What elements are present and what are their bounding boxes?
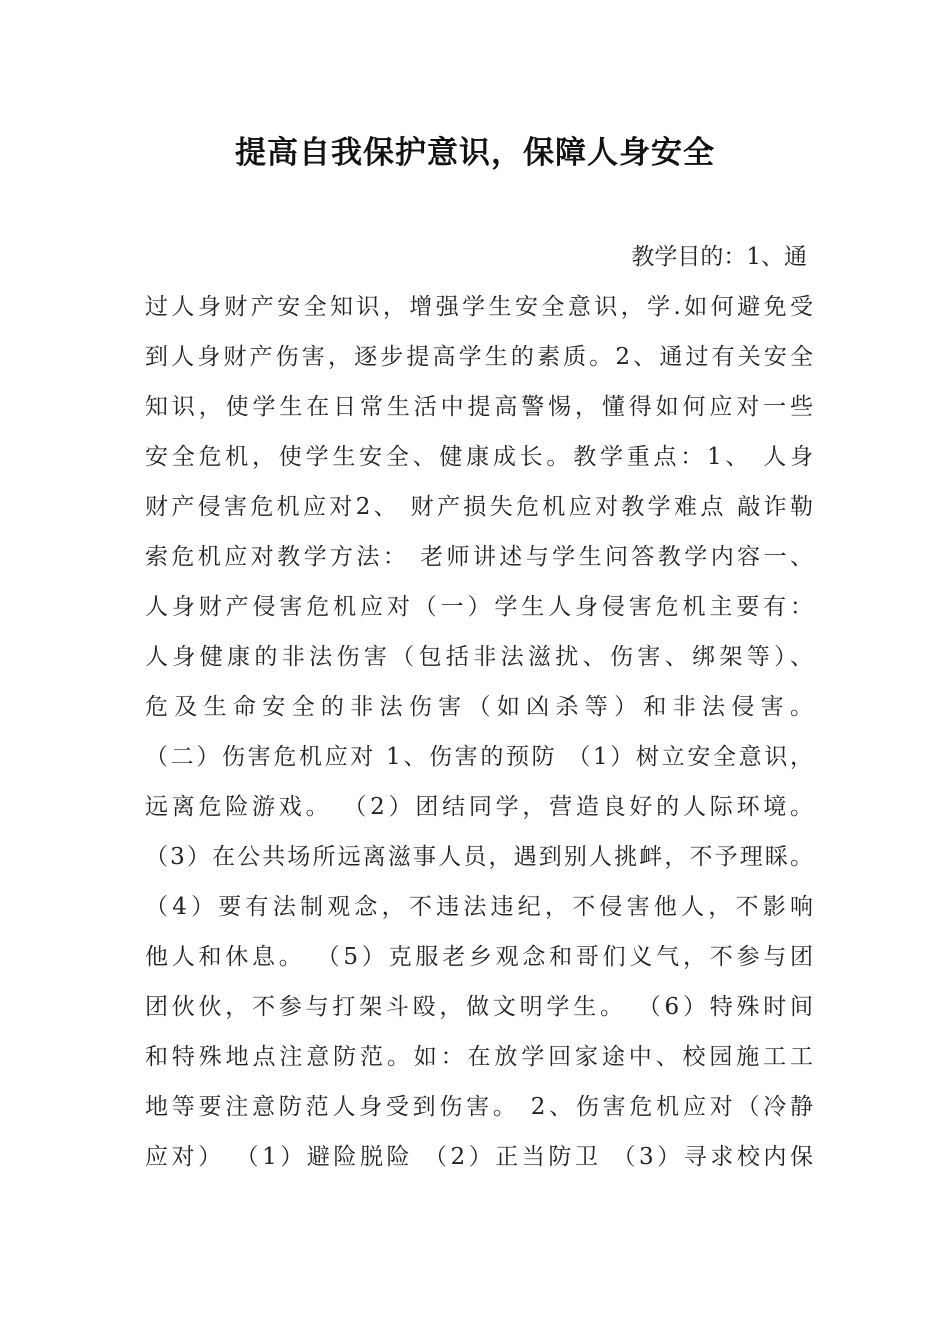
body-line: 人身财产侵害危机应对（一）学生人身侵害危机主要有： bbox=[145, 594, 813, 620]
document-title: 提高自我保护意识，保障人身安全 bbox=[235, 135, 715, 171]
body-line: 到人身财产伤害，逐步提高学生的素质。2、通过有关安全 bbox=[145, 344, 813, 370]
body-line: 他人和休息。 （5）克服老乡观念和哥们义气，不参与团 bbox=[145, 944, 813, 970]
body-line: 过人身财产安全知识，增强学生安全意识，学.如何避免受 bbox=[145, 294, 813, 320]
body-line: 教学目的：1、通 bbox=[631, 244, 807, 270]
body-line: 远离危险游戏。 （2）团结同学，营造良好的人际环境。 bbox=[145, 794, 813, 820]
body-line: 危及生命安全的非法伤害（如凶杀等）和非法侵害。 bbox=[145, 694, 813, 720]
body-line: 知识，使学生在日常生活中提高警惕，懂得如何应对一些 bbox=[145, 394, 813, 420]
body-line: 财产侵害危机应对2、 财产损失危机应对教学难点 敲诈勒 bbox=[145, 494, 813, 520]
body-line: （3）在公共场所远离滋事人员，遇到别人挑衅，不予理睬。 bbox=[145, 844, 813, 870]
body-line: 地等要注意防范人身受到伤害。 2、伤害危机应对（冷静 bbox=[145, 1094, 813, 1120]
body-line: 团伙伙，不参与打架斗殴，做文明学生。 （6）特殊时间 bbox=[145, 994, 813, 1020]
document-body bbox=[145, 232, 813, 1182]
body-line: 人身健康的非法伤害（包括非法滋扰、伤害、绑架等）、 bbox=[145, 644, 813, 670]
body-line: 应对） （1）避险脱险 （2）正当防卫 （3）寻求校内保 bbox=[145, 1144, 813, 1170]
body-line: 索危机应对教学方法： 老师讲述与学生问答教学内容一、 bbox=[145, 544, 813, 570]
body-line: （二）伤害危机应对 1、伤害的预防 （1）树立安全意识， bbox=[145, 744, 813, 770]
body-line: 和特殊地点注意防范。如：在放学回家途中、校园施工工 bbox=[145, 1044, 813, 1070]
body-line: 安全危机，使学生安全、健康成长。教学重点：1、 人身 bbox=[145, 444, 813, 470]
body-line: （4）要有法制观念，不违法违纪，不侵害他人，不影响 bbox=[145, 894, 813, 920]
